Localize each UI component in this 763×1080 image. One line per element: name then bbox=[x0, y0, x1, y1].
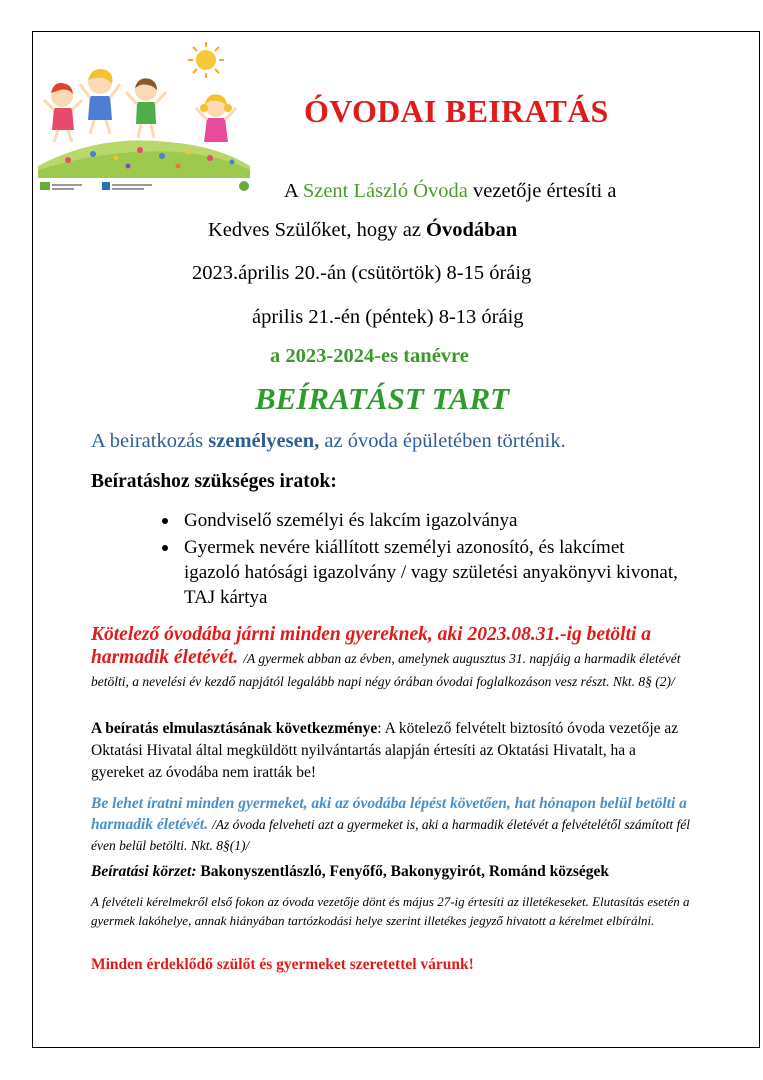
school-year: a 2023-2024-es tanévre bbox=[270, 345, 469, 367]
list-item-text: Gondviselő személyi és lakcím igazolványa bbox=[184, 510, 518, 531]
documents-heading: Beíratáshoz szükséges iratok: bbox=[91, 471, 337, 492]
enrollment-date-2: április 21.-én (péntek) 8-13 óráig bbox=[252, 306, 524, 328]
consequence-paragraph bbox=[91, 718, 691, 784]
list-item-text: Gyermek nevére kiállított személyi azonosító, és lakcímet igazoló hatósági igazolvány / vagy születési anyakönyvi kivonat, TAJ kártya bbox=[184, 537, 678, 608]
decision-note: A felvételi kérelmekről első fokon az óvoda vezetője dönt és május 27-ig értesíti az illetékeseket. Elutasítás esetén a gyermek lakóhelye, annak hiányában tartózkodási helye szerint illetékes jegyző hivatott a kérelmet elbírálni. bbox=[91, 894, 690, 928]
mandatory-attendance bbox=[91, 623, 691, 692]
school-name: Szent László Óvoda bbox=[302, 180, 468, 202]
optional-enrollment bbox=[91, 793, 691, 856]
mandatory-main: Kötelező óvodába járni minden gyereknek, aki 2023.08.31.-ig betölti a harmadik életévét. bbox=[91, 624, 652, 668]
welcome-message: Minden érdeklődő szülőt és gyermeket szeretettel várunk! bbox=[91, 956, 474, 973]
intro-bold-text: Óvodában bbox=[426, 219, 518, 241]
page-title: ÓVODAI BEIRATÁS bbox=[304, 93, 609, 129]
district-label: Beíratási körzet: bbox=[91, 863, 197, 880]
in-person-bold: személyesen, bbox=[208, 430, 320, 452]
child-figure-1 bbox=[44, 83, 82, 142]
bullet-icon bbox=[162, 545, 168, 551]
documents-list bbox=[162, 508, 682, 612]
list-item bbox=[162, 508, 682, 533]
intro-text: vezetője értesíti a bbox=[467, 180, 617, 202]
consequence-text: : A kötelező felvételt biztosító óvoda vezetője az Oktatási Hivatal által megküldött nyilvántartás alapján értesíti az Oktatási Hivatalt, ha a gyereket az óvodába nem iratták be! bbox=[91, 720, 679, 781]
intro-line-2 bbox=[208, 219, 517, 242]
in-person-note bbox=[91, 430, 566, 453]
in-person-text: az óvoda épületében történik. bbox=[319, 430, 566, 452]
bullet-icon bbox=[162, 518, 168, 524]
optional-main: Be lehet íratni minden gyermeket, aki az óvodába lépést követően, hat hónapon belül betölti a harmadik életévét. bbox=[91, 795, 687, 833]
children-illustration bbox=[38, 38, 250, 194]
child-figure-2 bbox=[80, 69, 120, 134]
consequence-label: A beíratás elmulasztásának következménye bbox=[91, 720, 378, 737]
intro-text: A bbox=[284, 180, 303, 202]
enrollment-date-1: 2023.április 20.-án (csütörtök) 8-15 óráig bbox=[192, 262, 532, 284]
mandatory-note: /A gyermek abban az évben, amelynek augusztus 31. napjáig a harmadik életévét betölti, a nevelési év kezdő napjától legalább napi négy órában óvodai foglalkozáson vesz részt. Nkt. 8§ (2)/ bbox=[91, 651, 681, 689]
list-item bbox=[162, 535, 682, 610]
intro-text: Kedves Szülőket, hogy az bbox=[208, 219, 427, 241]
child-figure-3 bbox=[126, 78, 166, 138]
optional-note: /Az óvoda felveheti azt a gyermeket is, aki a harmadik életévét a felvételétől számított fél éven belül betölti. Nkt. 8§(1)/ bbox=[91, 817, 690, 853]
enrollment-district bbox=[91, 862, 691, 882]
child-figure-4 bbox=[196, 94, 236, 142]
headline: BEÍRATÁST TART bbox=[255, 381, 510, 416]
sun-icon bbox=[188, 42, 224, 78]
intro-line-1 bbox=[284, 180, 616, 203]
district-text: Bakonyszentlászló, Fenyőfő, Bakonygyirót, Románd községek bbox=[196, 863, 609, 880]
in-person-text: A beiratkozás bbox=[91, 430, 209, 452]
